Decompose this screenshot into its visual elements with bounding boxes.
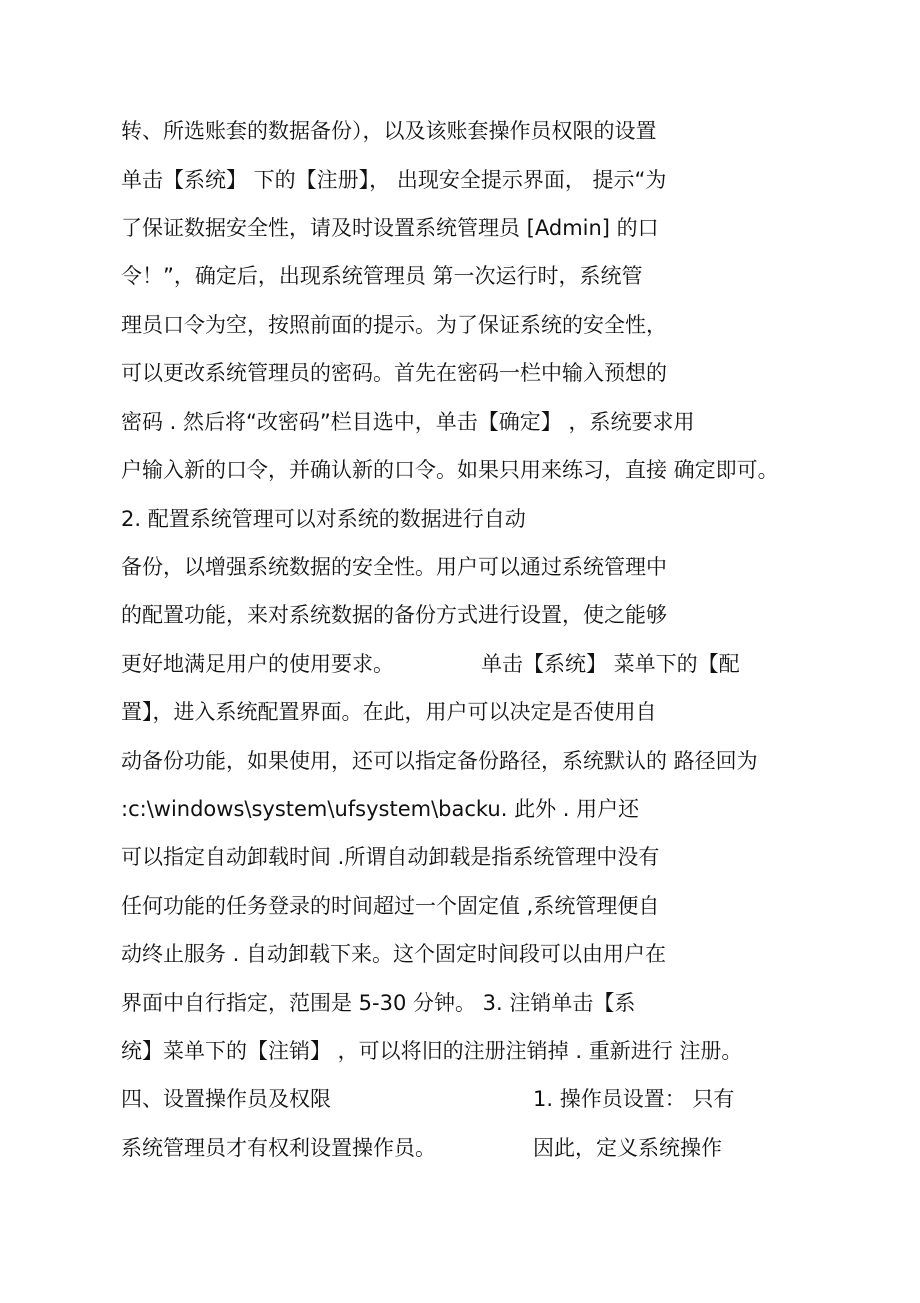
text-line: 备份，以增强系统数据的安全性。用户可以通过系统管理中 [121,555,667,579]
text-line: 统】菜单下的【注销】 ，可以将旧的注册注销掉 . 重新进行 注册。 [121,1039,743,1063]
text-line: 了保证数据安全性，请及时设置系统管理员 [Admin] 的口 [121,216,659,240]
text-line: 界面中自行指定，范围是 5-30 分钟。 3. 注销单击【系 [121,991,636,1015]
text-line: 可以指定自动卸载时间 .所谓自动卸载是指系统管理中没有 [121,845,660,869]
text-line: 系统管理员才有权利设置操作员。 [121,1136,436,1160]
text-line-right-segment: 因此，定义系统操作 [533,1136,722,1160]
section-heading: 四、设置操作员及权限 [121,1087,331,1111]
text-line: 理员口令为空，按照前面的提示。为了保证系统的安全性， [121,313,667,337]
text-line: :c:\windows\system\ufsystem\backu. 此外 . 用户还 [121,797,640,821]
section-heading: 2. 配置系统管理可以对系统的数据进行自动 [121,507,526,531]
text-line: 置】，进入系统配置界面。在此，用户可以决定是否使用自 [121,700,657,724]
text-line: 密码 . 然后将“改密码”栏目选中，单击【确定】 ，系统要求用 [121,410,695,434]
text-line-right-segment: 单击【系统】 菜单下的【配 [481,652,740,676]
text-line-right-segment: 1. 操作员设置： 只有 [533,1087,735,1111]
text-line: 动终止服务 . 自动卸载下来。这个固定时间段可以由用户在 [121,942,667,966]
text-line: 动备份功能，如果使用，还可以指定备份路径，系统默认的 路径回为 [121,749,758,773]
text-line: 单击【系统】 下的【注册】， 出现安全提示界面， 提示“为 [121,168,667,192]
text-line: 更好地满足用户的使用要求。 [121,652,394,676]
text-line: 可以更改系统管理员的密码。首先在密码一栏中输入预想的 [121,361,667,385]
text-line: 的配置功能，来对系统数据的备份方式进行设置，使之能够 [121,603,667,627]
text-line: 转、所选账套的数据备份），以及该账套操作员权限的设置 [121,119,657,143]
text-line: 任何功能的任务登录的时间超过一个固定值 ,系统管理便自 [121,894,660,918]
text-line: 户输入新的口令，并确认新的口令。如果只用来练习，直接 确定即可。 [121,458,779,482]
text-line: 令！”，确定后，出现系统管理员 第一次运行时，系统管 [121,264,643,288]
